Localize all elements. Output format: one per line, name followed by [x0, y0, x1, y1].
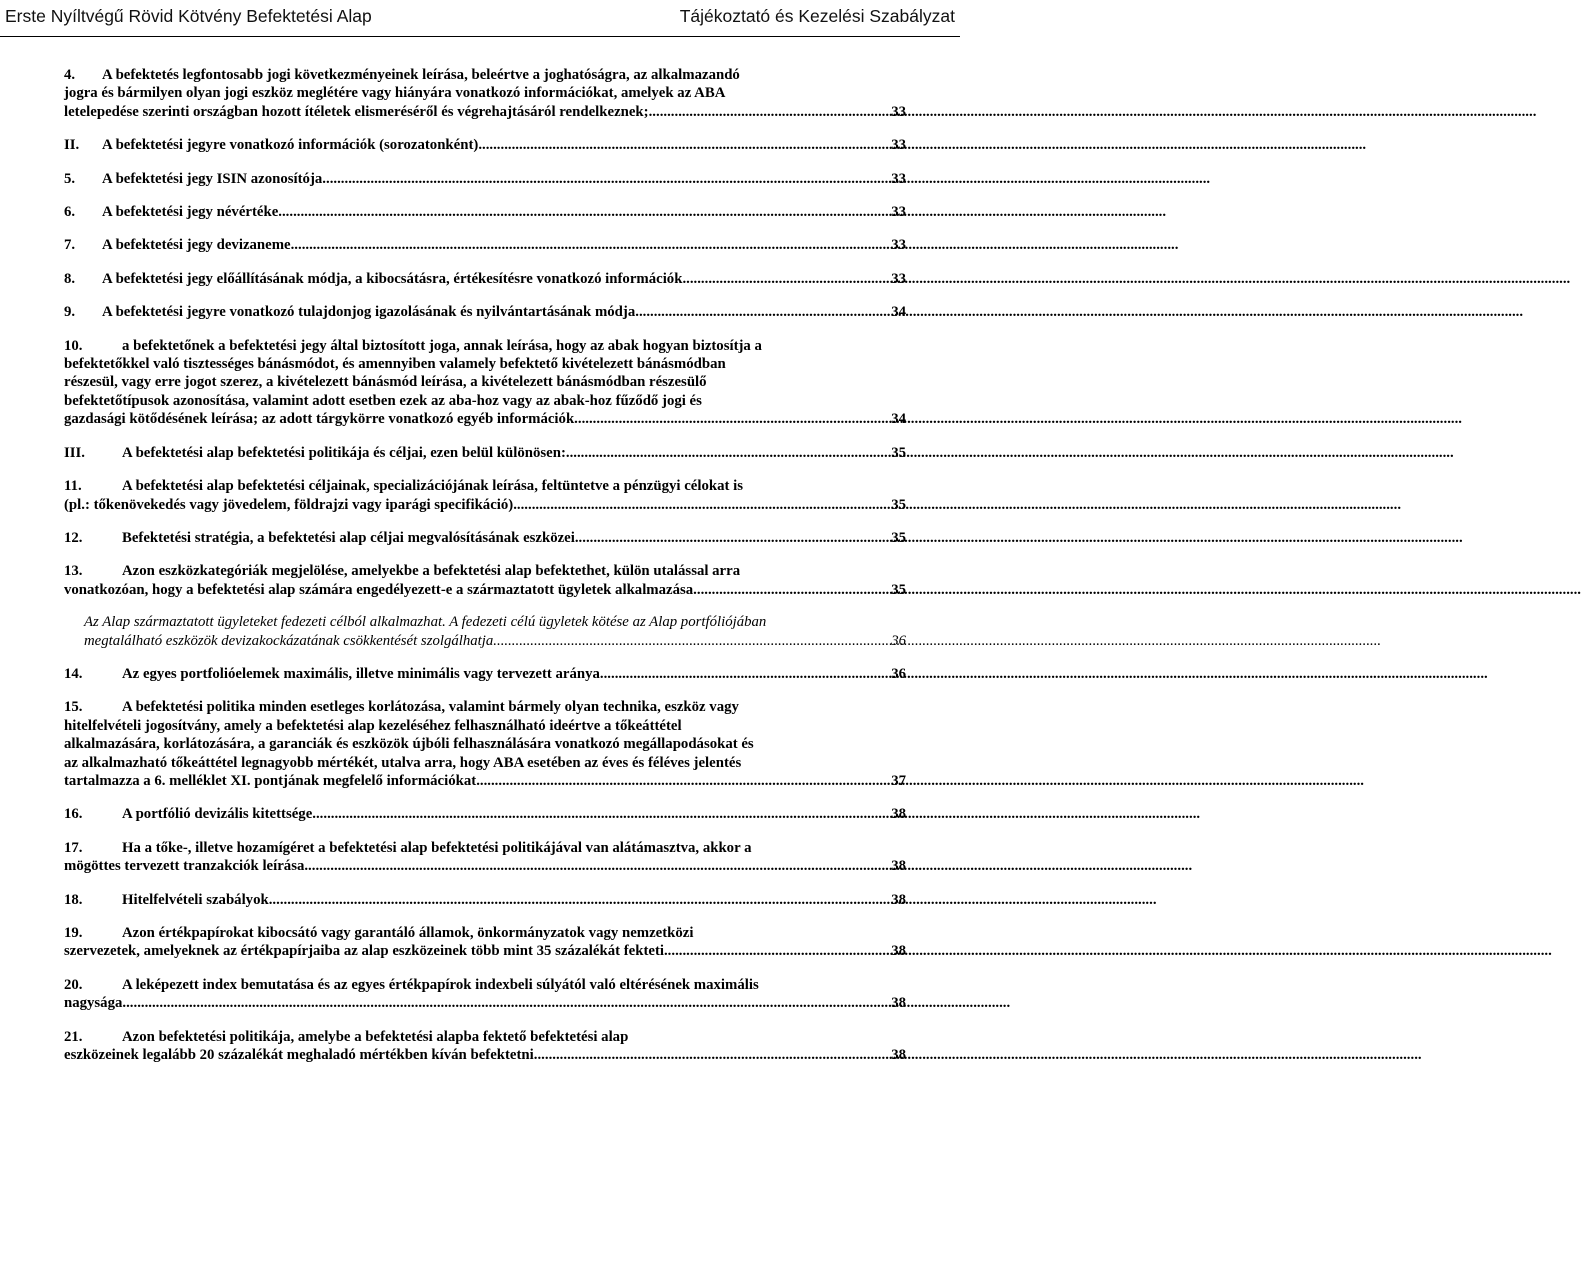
toc-entry-text: A portfólió devizális kitettsége [122, 806, 313, 823]
toc-entry-e17[interactable] [64, 839, 906, 876]
toc-entry-text: Azon eszközkategóriák megjelölése, amelyekbe a befektetési alap befektethet, külön utalással arra [122, 563, 741, 580]
toc-entry-e18[interactable] [64, 891, 906, 909]
toc-entry-text: befektetőkkel való tisztességes bánásmódot, és amennyiben valamely befektető kivételezett bánásmódban [64, 356, 726, 373]
toc-entry-number: 17. [64, 839, 83, 856]
toc-entry-text: Hitelfelvételi szabályok [122, 891, 269, 908]
toc-page-number: 38 [891, 858, 906, 875]
toc-entry-e20[interactable] [64, 976, 906, 1013]
toc-entry-line [64, 735, 906, 753]
header-divider [0, 36, 960, 37]
toc-entry-line [64, 529, 906, 547]
toc-entry-line [64, 717, 906, 735]
toc-entry-text: vonatkozóan, hogy a befektetési alap számára engedélyezett-e a származtatott ügyletek alkalmazása [64, 581, 694, 598]
toc-entry-line [64, 444, 906, 462]
toc-entry-line [64, 665, 906, 683]
toc-entry-e9[interactable] [64, 303, 906, 321]
toc-entry-line [84, 632, 906, 650]
toc-dot-leader [600, 665, 884, 683]
toc-entry-text: befektetőtípusok azonosítása, valamint adott esetben ezek az aba-hoz vagy az abak-hoz fűződő jogi és [64, 392, 702, 409]
toc-page-number: 35 [891, 581, 906, 598]
toc-page-number: 33 [891, 103, 906, 120]
toc-entry-line [64, 303, 906, 321]
toc-entry-line [64, 136, 906, 154]
toc-dot-leader [291, 236, 884, 254]
toc-entry-text: A befektetés legfontosabb jogi következményeinek leírása, beleértve a joghatóságra, az alkalmazandó [102, 67, 740, 83]
toc-entry-text: nagysága [64, 995, 123, 1012]
toc-entry-number: 21. [64, 1028, 83, 1045]
toc-page-number: 37 [891, 772, 906, 789]
toc-entry-text: gazdasági kötődésének leírása; az adott tárgykörre vonatkozó egyéb információk [64, 411, 575, 428]
toc-entry-text: az alkalmazható tőkeáttétel legnagyobb mértékét, utalva arra, hogy ABA esetében az éves és féléves jelentés [64, 754, 742, 771]
toc-entry-number: 16. [64, 806, 83, 823]
toc-entry-text: A befektetési jegyre vonatkozó tulajdonjog igazolásának és nyilvántartásának módja [102, 304, 636, 321]
toc-page-number: 33 [891, 137, 906, 154]
toc-entry-e8[interactable] [64, 270, 906, 288]
toc-entry-text: Ha a tőke-, illetve hozamígéret a befektetési alap befektetési politikájával van alátámasztva, akkor a [122, 839, 752, 856]
toc-entry-line [64, 496, 906, 514]
toc-entry-text: hitelfelvételi jogosítvány, amely a befektetési alap kezeléséhez felhasználható ideértve a tőkeáttétel [64, 717, 682, 734]
header-document-title: Tájékoztató és Kezelési Szabályzat [679, 6, 955, 26]
toc-entry-text: Az Alap származtatott ügyleteket fedezeti célból alkalmazhat. A fedezeti célú ügyletek kötése az Alap portfóliójában [84, 614, 767, 631]
toc-entry-line [64, 994, 906, 1012]
toc-entry-text: A befektetési jegy előállításának módja, a kibocsátásra, értékesítésre vonatkozó információk [102, 270, 683, 287]
toc-entry-number: 20. [64, 976, 83, 993]
toc-entry-line [64, 392, 906, 410]
toc-entry-number: 14. [64, 665, 83, 682]
toc-entry-e4[interactable] [64, 66, 906, 121]
toc-entry-text: letelepedése szerinti országban hozott ítéletek elismeréséről és végrehajtásáról rendelkeznek; [64, 103, 649, 120]
toc-page-number: 35 [891, 444, 906, 461]
toc-entry-line [64, 373, 906, 391]
toc-entry-text: részesül, vagy erre jogot szerez, a kivételezett bánásmód leírása, a kivételezett bánásmódban részesülő [64, 374, 707, 391]
toc-entry-e12[interactable] [64, 529, 906, 547]
toc-entry-number: 4. [64, 67, 76, 83]
toc-page-number: 38 [891, 995, 906, 1012]
toc-entry-line [64, 410, 906, 428]
toc-entry-e19[interactable] [64, 924, 906, 961]
toc-entry-text: Azon értékpapírokat kibocsátó vagy garantáló államok, önkormányzatok vagy nemzetközi [122, 925, 694, 941]
toc-entry-text: tartalmazza a 6. melléklet XI. pontjának megfelelő információkat [64, 772, 477, 789]
toc-entry-number: 7. [64, 237, 76, 254]
toc-entry-e10[interactable] [64, 337, 906, 429]
toc-entry-line [84, 613, 906, 631]
toc-entry-text: A befektetési alap befektetési céljainak, specializációjának leírása, feltüntetve a pénzügyi célokat is [122, 478, 743, 495]
toc-dot-leader [322, 170, 884, 188]
toc-entry-number: 19. [64, 925, 83, 941]
toc-page-number: 38 [891, 943, 906, 960]
toc-dot-leader [693, 581, 884, 599]
toc-dot-leader [664, 942, 884, 960]
header-fund-name: Erste Nyíltvégű Rövid Kötvény Befektetési Alap [5, 6, 372, 26]
toc-entry-line [64, 772, 906, 790]
toc-entry-text: szervezetek, amelyeknek az értékpapírjaiba az alap eszközeinek több mint 35 százalékát fekteti [64, 943, 664, 960]
toc-entry-eII[interactable] [64, 136, 906, 154]
toc-entry-line [64, 976, 906, 994]
toc-dot-leader [566, 444, 884, 462]
toc-entry-text: Befektetési stratégia, a befektetési alap céljai megvalósításának eszközei [122, 529, 575, 546]
toc-entry-text: megtalálható eszközök devizakockázatának csökkentését szolgálhatja [84, 632, 494, 649]
toc-entry-e5[interactable] [64, 170, 906, 188]
toc-dot-leader [682, 270, 884, 288]
toc-entry-e6[interactable] [64, 203, 906, 221]
toc-entry-text: A befektetési jegyre vonatkozó információk (sorozatonként) [102, 137, 479, 154]
toc-entry-number: 6. [64, 204, 76, 221]
toc-dot-leader [312, 805, 884, 823]
toc-entry-line [64, 270, 906, 288]
toc-entry-line [64, 355, 906, 373]
toc-entry-number: 8. [64, 270, 76, 287]
toc-entry-number: 12. [64, 529, 83, 546]
toc-dot-leader [493, 632, 884, 650]
table-of-contents [64, 66, 906, 1079]
toc-entry-line [64, 857, 906, 875]
toc-entry-text: A befektetési jegy devizaneme [102, 237, 291, 254]
toc-page-number: 35 [891, 529, 906, 546]
toc-entry-line [64, 1046, 906, 1064]
toc-entry-e21[interactable] [64, 1028, 906, 1065]
toc-entry-text: jogra és bármilyen olyan jogi eszköz meglétére vagy hiányára vonatkozó információkat, amelyek az ABA [64, 85, 726, 102]
toc-page-number: 36 [891, 632, 906, 649]
toc-entry-number: 10. [64, 337, 83, 354]
toc-entry-line [64, 581, 906, 599]
toc-page-number: 36 [891, 665, 906, 682]
toc-entry-line [64, 891, 906, 909]
toc-entry-line [64, 66, 906, 84]
toc-entry-line [64, 337, 906, 355]
toc-page-number: 33 [891, 204, 906, 221]
toc-entry-line [64, 562, 906, 580]
toc-entry-number: 11. [64, 478, 82, 495]
toc-entry-eIII[interactable] [64, 444, 906, 462]
toc-entry-line [64, 236, 906, 254]
toc-entry-text: A befektetési alap befektetési politikája és céljai, ezen belül különösen: [122, 444, 566, 461]
toc-dot-leader [534, 1046, 884, 1064]
toc-entry-line [64, 84, 906, 102]
toc-entry-line [64, 942, 906, 960]
toc-entry-line [64, 203, 906, 221]
toc-entry-text: Az egyes portfolióelemek maximális, illetve minimális vagy tervezett aránya [122, 665, 600, 682]
toc-entry-number: 9. [64, 304, 76, 321]
toc-entry-number: III. [64, 444, 85, 461]
toc-page-number: 35 [891, 496, 906, 513]
toc-entry-e15[interactable] [64, 698, 906, 790]
toc-dot-leader [478, 136, 884, 154]
toc-dot-leader [649, 103, 884, 121]
toc-page-number: 38 [891, 891, 906, 908]
toc-page-number: 38 [891, 806, 906, 823]
toc-entry-text: a befektetőnek a befektetési jegy által biztosított joga, annak leírása, hogy az abak hogyan biztosítja a [122, 337, 762, 354]
toc-entry-e7[interactable] [64, 236, 906, 254]
toc-entry-number: 15. [64, 699, 83, 716]
toc-dot-leader [574, 410, 884, 428]
toc-entry-e11[interactable] [64, 477, 906, 514]
toc-entry-line [64, 477, 906, 495]
toc-dot-leader [635, 303, 884, 321]
toc-entry-text: alkalmazására, korlátozására, a garanciák és eszközök újbóli felhasználására vonatkozó megállapodásokat és [64, 736, 754, 753]
toc-entry-text: A befektetési jegy ISIN azonosítója [102, 170, 323, 187]
toc-entry-line [64, 103, 906, 121]
toc-entry-line [64, 839, 906, 857]
toc-entry-text: Azon befektetési politikája, amelybe a befektetési alapba fektető befektetési alap [122, 1028, 629, 1045]
toc-page-number: 34 [891, 411, 906, 428]
toc-entry-number: 18. [64, 891, 83, 908]
toc-dot-leader [304, 857, 884, 875]
toc-dot-leader [269, 891, 884, 909]
toc-entry-text: eszközeinek legalább 20 százalékát meghaladó mértékben kíván befektetni [64, 1047, 534, 1064]
toc-dot-leader [122, 994, 884, 1012]
toc-dot-leader [575, 529, 884, 547]
toc-page-number: 33 [891, 270, 906, 287]
toc-page-number: 33 [891, 170, 906, 187]
toc-entry-line [64, 1028, 906, 1046]
toc-dot-leader [513, 496, 884, 514]
toc-entry-e13[interactable] [64, 562, 906, 599]
toc-page-number: 38 [891, 1047, 906, 1064]
toc-entry-line [64, 805, 906, 823]
toc-entry-e14[interactable] [64, 665, 906, 683]
toc-dot-leader [278, 203, 884, 221]
toc-entry-number: 5. [64, 170, 76, 187]
toc-entry-e16[interactable] [64, 805, 906, 823]
toc-entry-text: A befektetési politika minden esetleges korlátozása, valamint bármely olyan technika, eszköz vagy [122, 699, 739, 716]
toc-entry-text: mögöttes tervezett tranzakciók leírása [64, 858, 305, 875]
toc-entry-line [64, 924, 906, 942]
toc-entry-text: A leképezett index bemutatása és az egyes értékpapírok indexbeli súlyától való eltérésének maximális [122, 976, 759, 993]
toc-entry-number: 13. [64, 563, 83, 580]
toc-entry-e13sub[interactable] [64, 613, 906, 650]
toc-entry-line [64, 754, 906, 772]
toc-entry-line [64, 170, 906, 188]
toc-entry-number: II. [64, 137, 80, 154]
toc-dot-leader [476, 772, 884, 790]
toc-page-number: 34 [891, 304, 906, 321]
toc-entry-line [64, 698, 906, 716]
toc-page-number: 33 [891, 237, 906, 254]
toc-entry-text: (pl.: tőkenövekedés vagy jövedelem, földrajzi vagy iparági specifikáció) [64, 496, 514, 513]
toc-entry-text: A befektetési jegy névértéke [102, 204, 279, 221]
